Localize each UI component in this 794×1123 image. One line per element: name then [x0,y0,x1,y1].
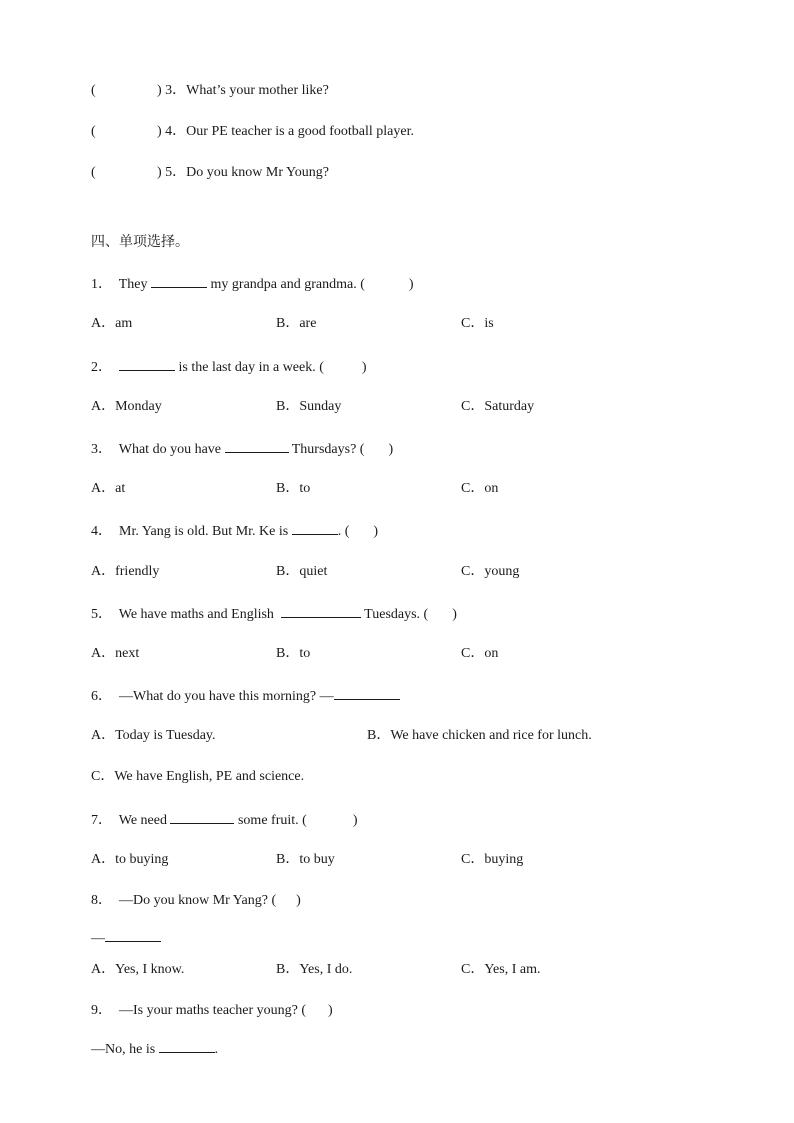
item-number: 4． [165,124,187,139]
item-text: Our PE teacher is a good football player. [186,124,414,139]
option-b[interactable]: B．to buy [276,852,335,867]
answer-line: — [91,928,161,946]
item-text: Do you know Mr Young? [186,165,329,180]
answer-blank[interactable] [119,357,175,371]
option-b[interactable]: B．to [276,481,311,496]
question-1: 1． They my grandpa and grandma. ( ) [91,274,414,292]
option-a[interactable]: A．next [91,646,140,661]
question-4: 4． Mr. Yang is old. But Mr. Ke is . ( ) [91,521,378,539]
item-number: 3． [165,83,187,98]
option-b[interactable]: B．Sunday [276,399,342,414]
answer-line: —No, he is . [91,1039,218,1057]
option-c[interactable]: C．on [461,646,499,661]
option-b[interactable]: B．We have chicken and rice for lunch. [367,728,592,743]
option-c[interactable]: C．young [461,564,520,579]
option-c[interactable]: C．is [461,316,494,331]
option-a[interactable]: A．at [91,481,126,496]
option-a[interactable]: A．am [91,316,133,331]
answer-blank[interactable] [151,274,207,288]
item-number: 5． [165,165,187,180]
option-c[interactable]: C．on [461,481,499,496]
option-b[interactable]: B．quiet [276,564,328,579]
answer-blank[interactable] [170,810,234,824]
answer-blank[interactable] [225,439,289,453]
option-a[interactable]: A．Yes, I know. [91,962,185,977]
question-number: 4． [91,524,112,539]
option-b[interactable]: B．are [276,316,317,331]
judgement-item: ( ) 4．Our PE teacher is a good football player. [91,124,414,139]
answer-bracket[interactable]: ( [91,165,96,180]
question-3: 3． What do you have Thursdays? ( ) [91,439,393,457]
question-number: 1． [91,277,112,292]
question-2: 2． is the last day in a week. ( ) [91,357,367,375]
judgement-item: ( ) 5．Do you know Mr Young? [91,165,329,180]
question-number: 8． [91,893,112,908]
question-7: 7． We need some fruit. ( ) [91,810,357,828]
option-c[interactable]: C．Saturday [461,399,535,414]
question-6: 6． —What do you have this morning? — [91,686,400,704]
section-title: 四、单项选择。 [91,234,189,250]
option-a[interactable]: A．friendly [91,564,160,579]
option-a[interactable]: A．to buying [91,852,169,867]
option-c[interactable]: C．buying [461,852,524,867]
item-text: What’s your mother like? [186,83,329,98]
answer-blank[interactable] [292,521,338,535]
option-a[interactable]: A．Monday [91,399,162,414]
answer-blank[interactable] [159,1039,215,1053]
judgement-item: ( ) 3．What’s your mother like? [91,83,329,98]
answer-bracket[interactable]: ( [91,83,96,98]
option-c[interactable]: C．Yes, I am. [461,962,541,977]
option-b[interactable]: B．Yes, I do. [276,962,353,977]
question-number: 6． [91,689,112,704]
question-8: 8． —Do you know Mr Yang? ( ) [91,893,301,908]
question-number: 5． [91,607,112,622]
question-number: 7． [91,813,112,828]
question-9: 9． —Is your maths teacher young? ( ) [91,1003,333,1018]
option-c[interactable]: C．We have English, PE and science. [91,769,305,784]
option-a[interactable]: A．Today is Tuesday. [91,728,216,743]
option-b[interactable]: B．to [276,646,311,661]
answer-bracket[interactable]: ( [91,124,96,139]
answer-blank[interactable] [105,928,161,942]
answer-blank[interactable] [334,686,400,700]
answer-blank[interactable] [281,604,361,618]
question-number: 3． [91,442,112,457]
question-number: 9． [91,1003,112,1018]
question-number: 2． [91,360,112,375]
question-5: 5． We have maths and English Tuesdays. ( ) [91,604,457,622]
